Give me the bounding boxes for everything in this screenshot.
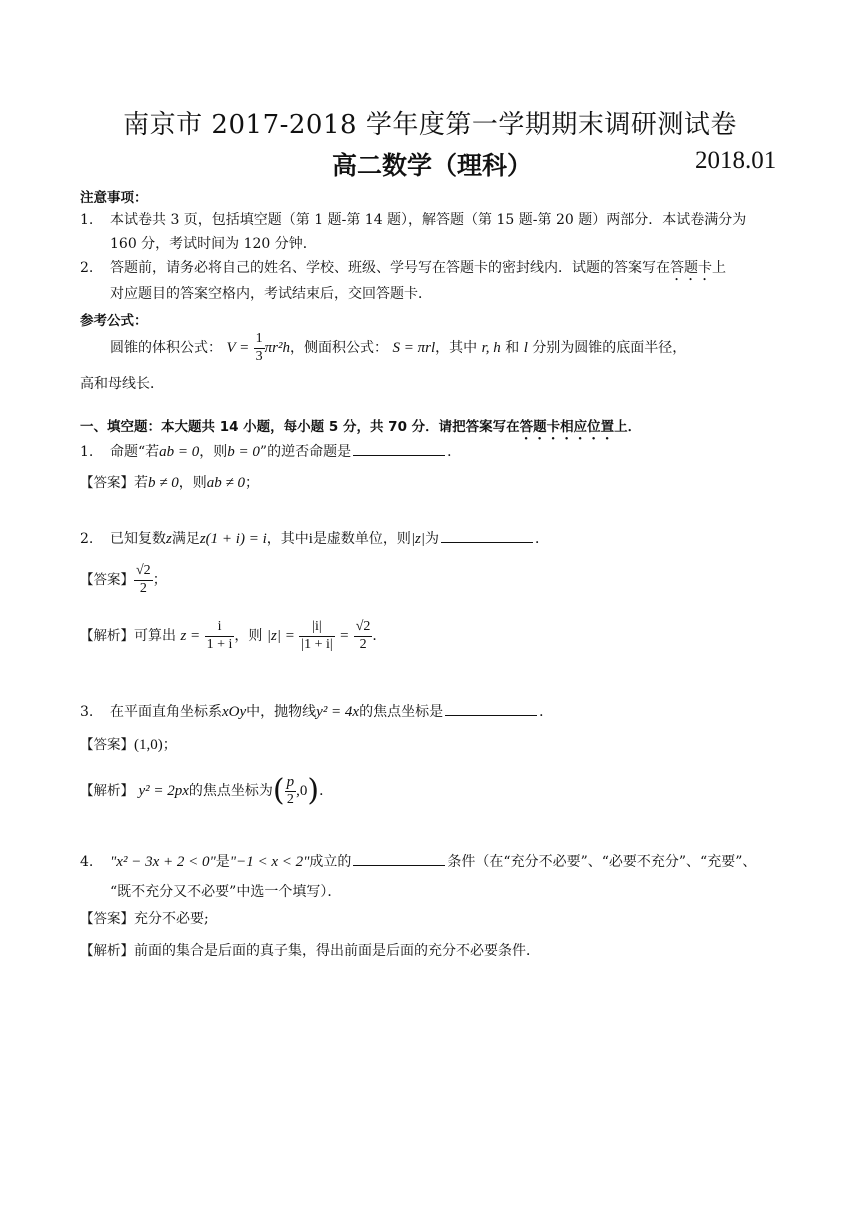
answer-blank: [441, 530, 533, 543]
explanation-tag: 【解析】: [80, 943, 134, 959]
fraction-numerator: √2: [136, 563, 151, 579]
notice-heading: 注意事项：: [80, 190, 148, 206]
math: xOy: [222, 704, 247, 720]
math: z(1 + i) = i: [199, 531, 267, 547]
question-number: 2.: [80, 531, 94, 547]
answer-blank: [445, 703, 537, 716]
answer-1: [80, 471, 259, 492]
left-paren: (: [272, 773, 285, 808]
question-1: [80, 441, 461, 461]
question-2: [80, 528, 549, 548]
question-text: 成立的: [309, 854, 352, 870]
question-text: ”的逆否命题是: [259, 444, 352, 460]
math: i: [308, 531, 313, 547]
answer-3: [80, 733, 177, 754]
fraction-denominator: 2: [285, 791, 297, 808]
fraction-denominator: |1 + i|: [301, 636, 333, 652]
math: =: [339, 628, 350, 644]
math: |z| =: [266, 628, 295, 644]
explanation-4: [80, 939, 540, 960]
math: b ≠ 0: [148, 475, 179, 491]
question-text: ，则: [199, 444, 228, 460]
fraction-numerator: √2: [355, 619, 371, 635]
math: y² = 2px: [138, 783, 189, 799]
explanation-fraction: [205, 619, 235, 652]
area-formula: S = πrl: [392, 340, 436, 356]
formula-text: ，侧面积公式：: [290, 340, 389, 356]
math: z =: [180, 628, 201, 644]
answer-text: ；: [162, 737, 177, 753]
question-3: [80, 701, 553, 721]
fraction-numerator: p: [286, 773, 295, 790]
question-text: 条件（在“充分不必要”、“必要不充分”、“充要”、: [447, 854, 757, 870]
notice-item-1: [80, 209, 746, 229]
emphasis-text: 答题卡: [670, 260, 712, 276]
formula-text: ，其中: [435, 340, 478, 356]
fraction-numerator: i: [217, 619, 222, 635]
explanation-fraction: [299, 619, 334, 652]
notice-item-2: [80, 257, 726, 284]
answer-tag: 【答案】: [80, 911, 134, 927]
answer-2: [80, 560, 167, 600]
question-text: 中，抛物线: [246, 704, 317, 720]
fraction-denominator: 2: [354, 636, 373, 653]
math: y² = 4x: [316, 704, 360, 720]
formula-heading: 参考公式：: [80, 313, 148, 329]
formula-text: 圆锥的体积公式：: [110, 340, 222, 356]
answer-tag: 【答案】: [80, 737, 134, 753]
question-text: 是: [215, 854, 230, 870]
math: |z|: [410, 531, 426, 547]
explanation-text: ，则: [234, 628, 263, 644]
volume-formula-lhs: V =: [226, 340, 250, 356]
question-text: 在平面直角坐标系: [110, 704, 222, 720]
math: b = 0: [227, 444, 260, 460]
fraction-denominator: 3: [255, 348, 263, 364]
formula-var-l: l: [523, 340, 528, 356]
question-text: 命题“若: [110, 444, 160, 460]
notice-item-text: 上: [712, 260, 726, 276]
question-text: ．: [535, 531, 550, 547]
formula-line-2: 高和母线长．: [80, 376, 164, 392]
right-paren: ): [307, 773, 320, 808]
explanation-tag: 【解析】: [80, 628, 134, 644]
explanation-text: 前面的集合是后面的真子集，得出前面是后面的充分不必要条件．: [134, 943, 540, 959]
notice-item-text: 答题前，请务必将自己的姓名、学校、班级、学号写在答题卡的密封线内．试题的答案写在: [110, 260, 670, 276]
answer-text: ；: [244, 475, 259, 491]
explanation-3: [80, 769, 333, 813]
formula-text: 和: [505, 340, 520, 356]
explanation-tag: 【解析】: [80, 783, 134, 799]
exam-date: 2018.01: [695, 147, 777, 174]
answer-tag: 【答案】: [80, 572, 134, 588]
fraction-numerator: |i|: [312, 619, 322, 635]
explanation-fraction: [354, 619, 373, 652]
question-text: 为: [425, 531, 440, 547]
question-text: 是虚数单位，则: [312, 531, 411, 547]
math: ,0: [296, 783, 308, 799]
answer-blank: [353, 443, 445, 456]
fraction-denominator: 1 + i: [206, 636, 233, 652]
section-heading-text: 一、填空题：本大题共 14 小题，每小题 5 分，共 70 分．请把答案写在: [80, 419, 520, 435]
explanation-text: 的焦点坐标为: [188, 783, 273, 799]
notice-item-text: 本试卷共 3 页，包括填空题（第 1 题-第 14 题），解答题（第 15 题-第 20 题）两部分．本试卷满分为: [110, 212, 747, 228]
answer-blank: [353, 853, 445, 866]
section-heading-text: 上．: [614, 419, 642, 435]
formula-line: [110, 331, 686, 365]
math: ab ≠ 0: [206, 475, 245, 491]
explanation-2: [80, 616, 386, 656]
question-text: 已知复数: [110, 531, 166, 547]
answer-text: ，则: [178, 475, 207, 491]
fraction-numerator: 1: [255, 331, 263, 347]
answer-text: ；: [152, 572, 167, 588]
formula-text: 分别为圆锥的底面半径，: [532, 340, 687, 356]
fraction-denominator: 2: [134, 580, 153, 597]
formula-vars: r, h: [481, 340, 501, 356]
volume-fraction: [254, 331, 265, 364]
explanation-text: 可算出: [134, 628, 176, 644]
exam-subtitle: 高二数学（理科）: [332, 151, 533, 180]
question-number: 4.: [80, 854, 94, 870]
question-text: 的焦点坐标是: [359, 704, 444, 720]
answer-tag: 【答案】: [80, 475, 134, 491]
emphasis-text: 答题卡相应位置: [519, 419, 615, 435]
notice-item-number: 1.: [80, 212, 94, 228]
notice-item-1-cont: 160 分，考试时间为 120 分钟．: [110, 236, 317, 252]
answer-fraction: [134, 563, 153, 596]
question-text: ．: [447, 444, 462, 460]
answer-4: [80, 907, 209, 928]
question-4: [80, 851, 756, 871]
math: z: [166, 531, 172, 547]
math: "−1 < x < 2": [229, 854, 310, 870]
question-number: 3.: [80, 704, 94, 720]
question-text: ．: [539, 704, 554, 720]
answer-text: 若: [134, 475, 148, 491]
question-4-cont: “既不充分又不必要”中选一个填写）．: [110, 884, 342, 900]
question-text: 满足: [171, 531, 200, 547]
explanation-text: ．: [319, 783, 334, 799]
explanation-fraction: [285, 774, 297, 808]
math: "x² − 3x + 2 < 0": [110, 854, 216, 870]
explanation-text: ．: [372, 628, 387, 644]
notice-item-2-cont: 对应题目的答案空格内，考试结束后，交回答题卡．: [110, 286, 432, 302]
volume-formula-rhs: πr²h: [264, 340, 291, 356]
answer-text: 充分不必要;: [134, 911, 209, 927]
exam-title: 南京市 2017-2018 学年度第一学期期末调研测试卷: [123, 110, 737, 140]
notice-item-number: 2.: [80, 260, 94, 276]
section-heading: [80, 415, 641, 443]
math: (1,0): [134, 737, 163, 753]
question-text: ，其中: [266, 531, 309, 547]
question-number: 1.: [80, 444, 94, 460]
math: ab = 0: [159, 444, 200, 460]
